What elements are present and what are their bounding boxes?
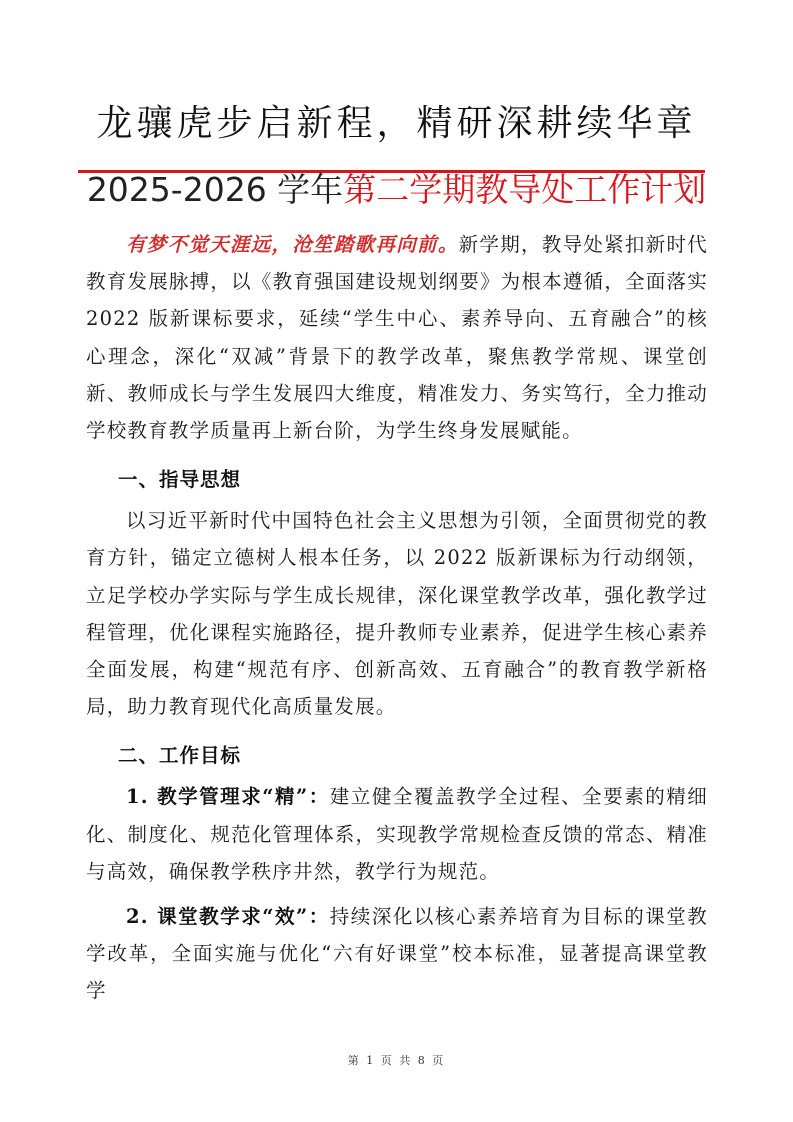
intro-text: 新学期，教导处紧扣新时代教育发展脉搏，以《教育强国建设规划纲要》为根本遵循，全面落实2022 版新课标要求，延续“学生中心、素养导向、五育融合”的核心理念，深化“双减”背景下的教学改革，聚焦教学常规、课堂创新、教师成长与学生发展四大维度，精准发力、务实笃行，全力推动学校教育教学质量再上新台阶，为学生终身发展赋能。 (86, 233, 708, 443)
section-heading-guiding-ideology: 一、指导思想 (118, 468, 242, 492)
subtitle-plan-name: 第二学期教导处工作计划 (343, 170, 707, 209)
guiding-ideology-paragraph: 以习近平新时代中国特色社会主义思想为引领，全面贯彻党的教育方针，锚定立德树人根本任务，以 2022 版新课标为行动纲领，立足学校办学实际与学生成长规律，深化课堂教学改革，强化教学过程管理，优化课程实施路径，提升教师专业素养，促进学生核心素养全面发展，构建“规范有序、创新高效、五育融合”的教育教学新格局，助力教育现代化高质量发展。 (86, 509, 708, 719)
goal-item-2-label: 2. 课堂教学求“效”： (126, 905, 330, 929)
intro-paragraph (86, 226, 708, 449)
page-footer: 第 1 页 共 8 页 (347, 1054, 446, 1067)
goal-item-1-label: 1. 教学管理求“精”： (126, 785, 330, 809)
intro-lead-phrase: 有梦不觉天涯远，沧笙踏歌再向前。 (126, 233, 459, 256)
goal-item-1 (86, 778, 708, 890)
goal-item-1-text: 建立健全覆盖教学全过程、全要素的精细化、制度化、规范化管理体系，实现教学常规检查反馈的常态、精准与高效，确保教学秩序井然，教学行为规范。 (86, 785, 708, 883)
section-heading-work-goals: 二、工作目标 (118, 744, 242, 768)
subtitle-year: 2025-2026 学年 (86, 170, 344, 209)
goal-item-2 (86, 898, 708, 1010)
goal-item-2-text: 持续深化以核心素养培育为目标的课堂教学改革，全面实施与优化“六有好课堂”校本标准，显著提高课堂教学 (86, 905, 708, 1003)
document-body (86, 226, 708, 1010)
document-subtitle (0, 168, 793, 212)
document-title: 龙骧虎步启新程，精研深耕续华章 (96, 103, 697, 144)
